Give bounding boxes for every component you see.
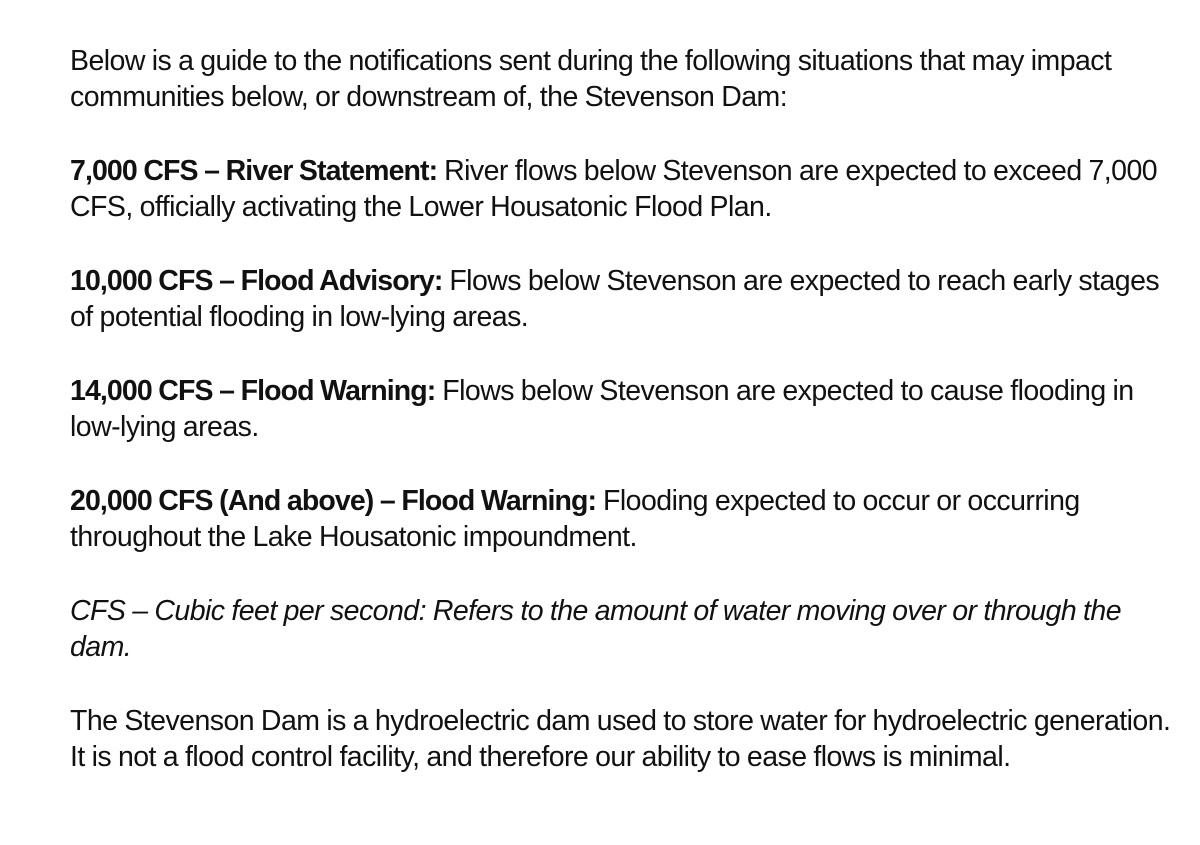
notification-label: 20,000 CFS (And above) – Flood Warning: [70,485,597,517]
notification-flood-warning-14000 [70,373,1180,445]
notification-text: Flows below Stevenson are expected to cause flooding in low-lying areas. [70,375,1134,443]
notification-guide [70,43,1180,813]
closing-paragraph: The Stevenson Dam is a hydroelectric dam used to store water for hydroelectric generation. It is not a flood control facility, and therefore our ability to ease flows is minimal. [70,705,1171,773]
notification-text: River flows below Stevenson are expected to exceed 7,000 CFS, officially activating the Lower Housatonic Flood Plan. [70,155,1158,223]
intro-paragraph: Below is a guide to the notifications sent during the following situations that may impact communities below, or downstream of, the Stevenson Dam: [70,45,1112,113]
notification-text: Flooding expected to occur or occurring throughout the Lake Housatonic impoundment. [70,485,1080,553]
notification-label: 10,000 CFS – Flood Advisory: [70,265,443,297]
notification-label: 14,000 CFS – Flood Warning: [70,375,436,407]
cfs-definition-note: CFS – Cubic feet per second: Refers to the amount of water moving over or through the dam. [70,595,1121,663]
notification-flood-warning-20000 [70,483,1180,555]
notification-river-statement [70,153,1180,225]
notification-text: Flows below Stevenson are expected to reach early stages of potential flooding in low-lying areas. [70,265,1160,333]
notification-label: 7,000 CFS – River Statement: [70,155,438,187]
notification-flood-advisory [70,263,1180,335]
